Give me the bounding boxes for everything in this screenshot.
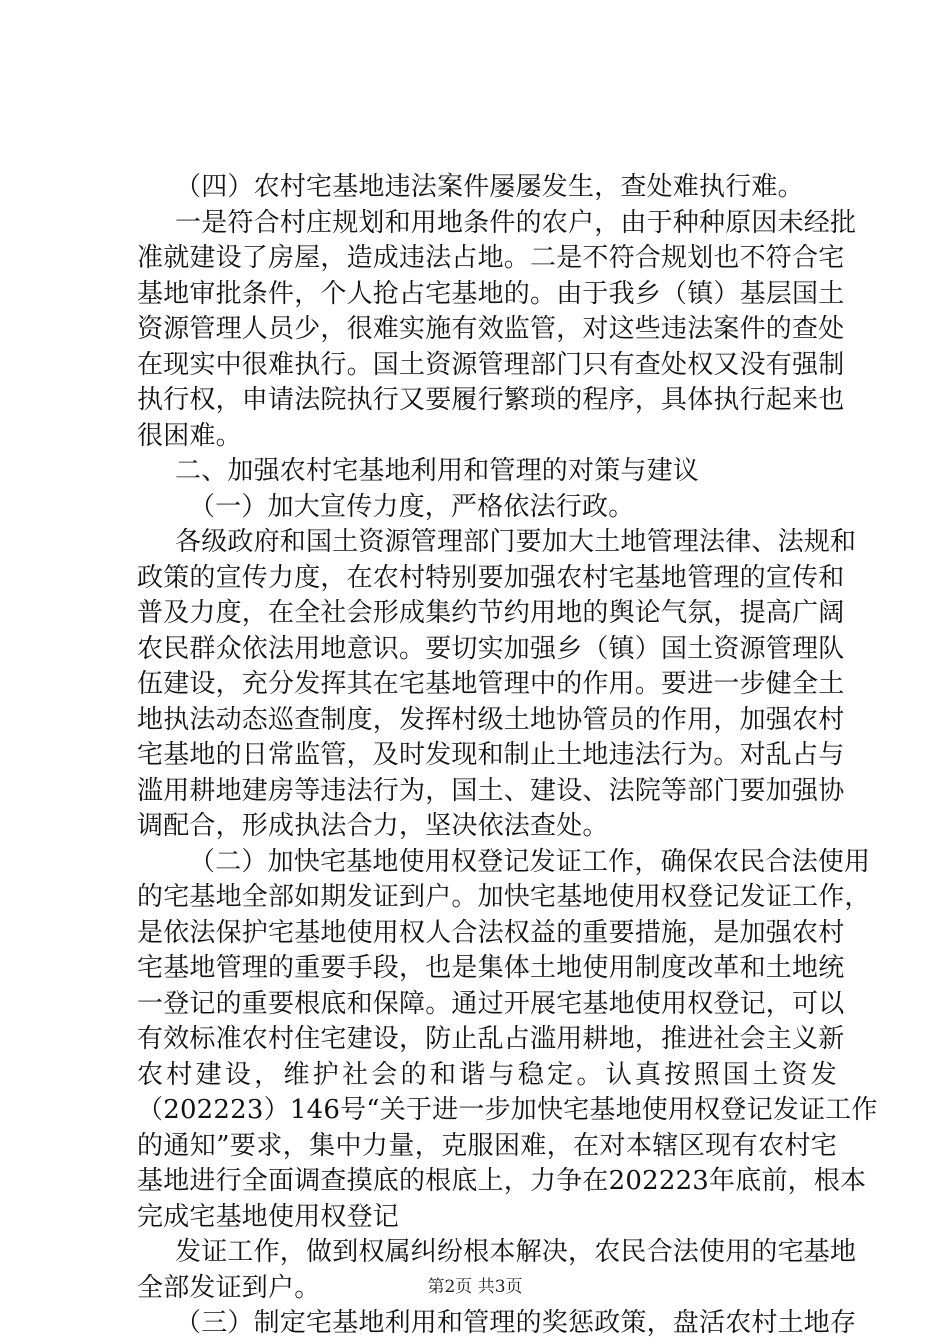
paragraph-line: 基地进行全面调查摸底的根底上，力争在202223年底前，根本 <box>137 1166 867 1196</box>
paragraph-line: 全部发证到户。 <box>137 1272 321 1303</box>
paragraph-line: 是依法保护宅基地使用权人合法权益的重要措施，是加强农村 <box>137 917 845 948</box>
paragraph-line: 的通知”要求，集中力量，克服困难，在对本辖区现有农村宅 <box>137 1130 837 1161</box>
paragraph-line: 地执法动态巡查制度，发挥村级土地协管员的作用，加强农村 <box>137 704 845 735</box>
page-number-footer: 第2页 共3页 <box>427 1277 523 1297</box>
section-heading: （四）农村宅基地违法案件屡屡发生，查处难执行难。 <box>175 172 804 202</box>
paragraph-line: 宅基地的日常监管，及时发现和制止土地违法行为。对乱占与 <box>137 740 845 770</box>
paragraph-line: 准就建设了房屋，造成违法占地。二是不符合规划也不符合宅 <box>137 243 845 273</box>
paragraph-line: 很困难。 <box>137 420 242 451</box>
paragraph-line: 调配合，形成执法合力，坚决依法查处。 <box>137 811 609 841</box>
paragraph-line: 完成宅基地使用权登记 <box>137 1201 400 1232</box>
paragraph-line: 普及力度，在全社会形成集约节约用地的舆论气氛，提高广阔 <box>137 598 845 628</box>
paragraph-line: 各级政府和国土资源管理部门要加大土地管理法律、法规和 <box>175 527 857 557</box>
paragraph-line: 在现实中很难执行。国土资源管理部门只有查处权又没有强制 <box>137 349 845 380</box>
paragraph-line: 执行权，申请法院执行又要履行繁琐的程序，具体执行起来也 <box>137 385 845 415</box>
paragraph-line: 农民群众依法用地意识。要切实加强乡（镇）国土资源管理队 <box>137 633 845 664</box>
section-heading: （一）加大宣传力度，严格依法行政。 <box>189 491 635 522</box>
document-body <box>137 170 878 1342</box>
paragraph-line: 伍建设，充分发挥其在宅基地管理中的作用。要进一步健全土 <box>137 669 845 699</box>
section-heading: 二、加强农村宅基地利用和管理的对策与建议 <box>175 456 700 486</box>
paragraph-line: 宅基地管理的重要手段，也是集体土地使用制度改革和土地统 <box>137 953 845 983</box>
paragraph-line: 农村建设，维护社会的和谐与稳定。认真按照国土资发 <box>137 1059 837 1090</box>
section-heading: （二）加快宅基地使用权登记发证工作，确保农民合法使用 <box>189 846 871 877</box>
paragraph-line: （202223）146号“关于进一步加快宅基地使用权登记发证工作 <box>137 1095 878 1125</box>
paragraph-line: 发证工作，做到权属纠纷根本解决，农民合法使用的宅基地 <box>175 1237 857 1267</box>
section-heading: （三）制定宅基地利用和管理的奖惩政策，盘活农村土地存 <box>175 1308 857 1338</box>
paragraph-line: 滥用耕地建房等违法行为，国土、建设、法院等部门要加强协 <box>137 775 845 806</box>
paragraph-line: 资源管理人员少，很难实施有效监管，对这些违法案件的查处 <box>137 314 845 344</box>
paragraph-line: 的宅基地全部如期发证到户。加快宅基地使用权登记发证工作， <box>137 882 871 912</box>
paragraph-line: 一登记的重要根底和保障。通过开展宅基地使用权登记，可以 <box>137 988 845 1019</box>
paragraph-line: 政策的宣传力度，在农村特别要加强农村宅基地管理的宣传和 <box>137 562 845 593</box>
paragraph-line: 基地审批条件，个人抢占宅基地的。由于我乡（镇）基层国土 <box>137 278 845 309</box>
paragraph-line: 有效标准农村住宅建设，防止乱占滥用耕地，推进社会主义新 <box>137 1024 845 1054</box>
paragraph-line: 一是符合村庄规划和用地条件的农户，由于种种原因未经批 <box>175 207 857 238</box>
